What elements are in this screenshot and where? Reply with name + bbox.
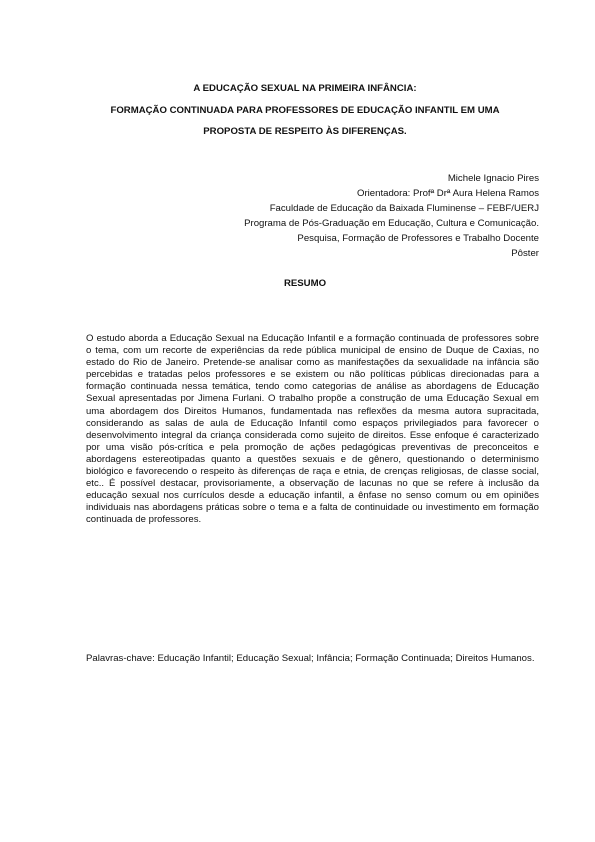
- author-block: [99, 171, 539, 261]
- graduate-program: Programa de Pós-Graduação em Educação, Cultura e Comunicação.: [244, 218, 539, 229]
- institution: Faculdade de Educação da Baixada Fluminense – FEBF/UERJ: [269, 203, 539, 214]
- author-name: Michele Ignacio Pires: [447, 173, 539, 184]
- presentation-modality: Pôster: [511, 248, 539, 259]
- abstract-body: O estudo aborda a Educação Sexual na Educação Infantil e a formação continuada de professores sobre o tema, com um recorte de experiências da rede pública municipal de ensino de Duque de Caxias, no estado do Rio de Janeiro. Pretende-se analisar como as manifestações da sexualidade na infância são percebidas e tratadas pelos professores e se existem ou não políticas públicas direcionadas para a formação continuada nessa temática, tendo como categorias de análise as abordagens de Educação Sexual apresentadas por Jimena Furlani. O trabalho propõe a construção de uma Educação Sexual em uma abordagem dos Direitos Humanos, fundamentada nas reflexões da mesma autora supracitada, considerando as salas de aula de Educação Infantil como espaços privilegiados para favorecer o desenvolvimento integral da criança considerada como sujeito de direitos. Esse enfoque é caracterizado por uma visão pós-crítica e pela promoção de ações pedagógicas preventivas de preconceitos e abordagens estereotipadas quanto a questões sexuais e de gênero, questionando o determinismo biológico e favorecendo o respeito às diferenças de raça e etnia, de crenças religiosas, de classe social, etc.. É possível destacar, provisoriamente, a observação de lacunas no que se refere à inclusão da educação sexual nos currículos desde a educação infantil, a ênfase no senso comum ou em opiniões individuais nas abordagens práticas sobre o tema e a falta de continuidade ou investimento em formação continuada de professores.: [86, 333, 539, 526]
- title-line-2: FORMAÇÃO CONTINUADA PARA PROFESSORES DE EDUCAÇÃO INFANTIL EM UMA: [110, 105, 500, 116]
- advisor-name: Orientadora: Profª Drª Aura Helena Ramos: [357, 188, 539, 199]
- abstract-heading: RESUMO: [283, 278, 327, 289]
- research-line: Pesquisa, Formação de Professores e Trabalho Docente: [297, 233, 539, 244]
- keywords: Palavras-chave: Educação Infantil; Educação Sexual; Infância; Formação Continuada; Direitos Humanos.: [86, 653, 535, 664]
- title-line-1: A EDUCAÇÃO SEXUAL NA PRIMEIRA INFÂNCIA:: [193, 83, 417, 94]
- title-line-3: PROPOSTA DE RESPEITO ÀS DIFERENÇAS.: [203, 126, 407, 137]
